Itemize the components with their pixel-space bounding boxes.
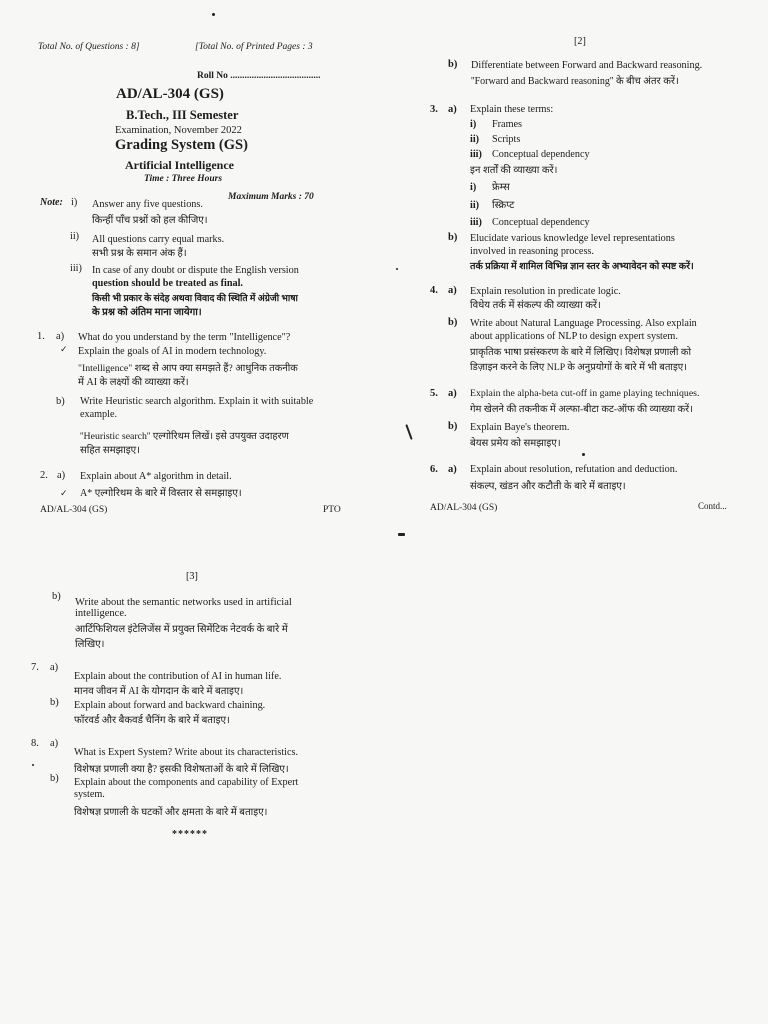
q3a-item-3-num: iii) <box>470 149 482 160</box>
note-ii-num: ii) <box>70 231 80 242</box>
page-2 <box>384 0 768 530</box>
subject: Artificial Intelligence <box>125 158 234 172</box>
max-marks: Maximum Marks : 70 <box>228 192 314 202</box>
q1-number: 1. <box>37 331 45 342</box>
q3a-hi-item-2: स्क्रिप्ट <box>492 200 515 211</box>
q8a-en: What is Expert System? Write about its characteristics. <box>74 747 299 758</box>
q7b-label: b) <box>50 697 59 708</box>
total-pages: [Total No. of Printed Pages : 3 <box>195 42 313 52</box>
q1a-en-2: Explain the goals of AI in modern technology. <box>78 346 267 357</box>
q3a-en: Explain these terms: <box>470 104 554 115</box>
q3b-label: b) <box>448 232 458 243</box>
note-label: Note: <box>40 197 63 208</box>
scan-speck <box>398 533 405 536</box>
q5b-hi: बेयस प्रमेय को समझाइए। <box>470 438 561 449</box>
q6b-label: b) <box>52 591 61 602</box>
q4b-hi-1: प्राकृतिक भाषा प्रसंस्करण के बारे में लिखिए। विशेषज्ञ प्रणाली को <box>470 347 691 358</box>
q3a-hi-item-1: फ्रेम्स <box>492 182 510 193</box>
q8a-label: a) <box>50 738 59 749</box>
q3b-en-1: Elucidate various knowledge level representations <box>470 233 675 244</box>
q4b-hi-2: डिज़ाइन करने के लिए NLP के अनुप्रयोगों के बारे में भी बताइए। <box>470 362 687 373</box>
q3a-item-3: Conceptual dependency <box>492 149 590 160</box>
note-i-num: i) <box>71 197 78 208</box>
q2b-label: b) <box>448 59 458 70</box>
footer-code: AD/AL-304 (GS) <box>430 503 498 513</box>
q3b-en-2: involved in reasoning process. <box>470 246 594 257</box>
q3a-label: a) <box>448 104 457 115</box>
q5-number: 5. <box>430 388 438 399</box>
q8b-en-2: system. <box>74 789 105 800</box>
note-iii-en-2: question should be treated as final. <box>92 278 243 289</box>
q4b-en-2: about applications of NLP to design expert system. <box>470 331 678 342</box>
q4a-en: Explain resolution in predicate logic. <box>470 286 621 297</box>
q7b-en: Explain about forward and backward chaining. <box>74 700 266 711</box>
check-mark-icon: ✓ <box>60 488 68 498</box>
q3a-item-2: Scripts <box>492 134 521 145</box>
q8-number: 8. <box>31 738 39 749</box>
q5a-hi: गेम खेलने की तकनीक में अल्फा-बीटा कट-ऑफ की व्याख्या करें। <box>470 404 693 415</box>
q2a-en: Explain about A* algorithm in detail. <box>80 471 232 482</box>
q3a-hi-item-1-num: i) <box>470 182 477 193</box>
q2b-hi: ''Forward and Backward reasoning'' के बीच अंतर करें। <box>471 76 679 87</box>
scan-speck <box>32 764 34 766</box>
q2-number: 2. <box>40 470 48 481</box>
page-number: [3] <box>186 571 198 582</box>
q1b-label: b) <box>56 396 65 407</box>
q3a-item-2-num: ii) <box>470 134 480 145</box>
q5b-label: b) <box>448 421 458 432</box>
grading-system: Grading System (GS) <box>115 137 248 153</box>
q1a-hi-2: में AI के लक्ष्यों की व्याख्या करें। <box>78 377 189 388</box>
page-1 <box>0 0 384 530</box>
q3a-item-1-num: i) <box>470 119 477 130</box>
q5a-label: a) <box>448 388 457 399</box>
scan-speck <box>396 268 398 270</box>
q8a-hi: विशेषज्ञ प्रणाली क्या है? इसकी विशेषताओं के बारे में लिखिए। <box>74 764 289 775</box>
q3a-hi-item-2-num: ii) <box>470 200 480 211</box>
q7-number: 7. <box>31 662 39 673</box>
note-iii-en-1: In case of any doubt or dispute the English version <box>92 265 299 276</box>
q2a-label: a) <box>57 470 66 481</box>
q1a-hi-1: "Intelligence" शब्द से आप क्या समझते हैं? आधुनिक तकनीक <box>78 363 298 374</box>
paper-code: AD/AL-304 (GS) <box>116 86 224 102</box>
note-i-en: Answer any five questions. <box>92 199 203 210</box>
q3-number: 3. <box>430 104 438 115</box>
note-iii-hi-1: किसी भी प्रकार के संदेह अथवा विवाद की स्थिति में अंग्रेजी भाषा <box>92 293 298 303</box>
total-questions: Total No. of Questions : 8] <box>38 42 140 52</box>
q6a-label: a) <box>448 464 457 475</box>
q4b-label: b) <box>448 317 458 328</box>
q4b-en-1: Write about Natural Language Processing. Also explain <box>470 318 697 329</box>
page-3 <box>0 560 384 860</box>
q8b-hi: विशेषज्ञ प्रणाली के घटकों और क्षमता के बारे में बताइए। <box>74 807 268 818</box>
time: Time : Three Hours <box>144 174 223 184</box>
q7b-hi: फॉरवर्ड और बैकवर्ड चैनिंग के बारे में बताइए। <box>74 715 230 726</box>
q7a-en: Explain about the contribution of AI in human life. <box>74 671 282 682</box>
q1b-hi-2: सहित समझाइए। <box>80 445 140 456</box>
note-iii-hi-2: के प्रश्न को अंतिम माना जायेगा। <box>92 307 202 318</box>
check-mark-icon: ✓ <box>60 344 68 354</box>
note-ii-en: All questions carry equal marks. <box>92 234 225 245</box>
q6a-en: Explain about resolution, refutation and deduction. <box>470 464 678 475</box>
footer-code: AD/AL-304 (GS) <box>40 505 108 515</box>
scan-speck <box>212 13 215 16</box>
q6-number: 6. <box>430 464 438 475</box>
q6b-en-1: Write about the semantic networks used in artificial <box>75 597 292 608</box>
q4a-label: a) <box>448 285 457 296</box>
scan-speck <box>582 453 585 456</box>
exam-session: Examination, November 2022 <box>115 125 242 136</box>
q1a-en-1: What do you understand by the term "Intelligence"? <box>78 332 291 343</box>
q6a-hi: संकल्प, खंडन और कटौती के बारे में बताइए। <box>470 481 626 492</box>
q4a-hi: विधेय तर्क में संकल्प की व्याख्या करें। <box>470 300 601 311</box>
q3a-hi: इन शर्तों की व्याख्या करें। <box>470 165 558 176</box>
page-number: [2] <box>574 36 586 47</box>
footer-pto: PTO <box>323 505 341 515</box>
q8b-label: b) <box>50 773 59 784</box>
q3a-hi-item-3: Conceptual dependency <box>492 217 590 228</box>
q7a-hi: मानव जीवन में AI के योगदान के बारे में बताइए। <box>74 686 244 697</box>
q1b-en-1: Write Heuristic search algorithm. Explain it with suitable <box>80 396 314 407</box>
q2a-hi: A* एल्गोरिथम के बारे में विस्तार से समझाइए। <box>80 488 242 499</box>
q1a-label: a) <box>56 331 65 342</box>
q1b-hi-1: ''Heuristic search'' एल्गोरिथम लिखें। इसे उपयुक्त उदाहरण <box>80 431 289 442</box>
end-marker: ****** <box>172 829 208 840</box>
footer-contd: Contd... <box>698 501 727 511</box>
course: B.Tech., III Semester <box>126 108 239 122</box>
q6b-hi-2: लिखिए। <box>75 639 105 650</box>
q8b-en-1: Explain about the components and capability of Expert <box>74 777 299 788</box>
q6b-en-2: intelligence. <box>75 608 127 619</box>
q3a-hi-item-3-num: iii) <box>470 217 482 228</box>
q1b-en-2: example. <box>80 409 118 420</box>
note-ii-hi: सभी प्रश्न के समान अंक हैं। <box>92 248 187 259</box>
q6b-hi-1: आर्टिफिशियल इंटेलिजेंस में प्रयुक्त सिमेंटिक नेटवर्क के बारे में <box>75 624 288 635</box>
q5b-en: Explain Baye's theorem. <box>470 422 570 433</box>
q3a-item-1: Frames <box>492 119 522 130</box>
q7a-label: a) <box>50 662 59 673</box>
note-iii-num: iii) <box>70 263 82 274</box>
roll-no: Roll No ...................................... <box>197 71 321 81</box>
q3b-hi: तर्क प्रक्रिया में शामिल विभिन्न ज्ञान स्तर के अभ्यावेदन को स्पष्ट करें। <box>470 261 694 272</box>
q2b-en: Differentiate between Forward and Backward reasoning. <box>471 60 703 71</box>
q5a-en: Explain the alpha-beta cut-off in game playing techniques. <box>470 388 700 399</box>
note-i-hi: किन्हीं पाँच प्रश्नों को हल कीजिए। <box>92 215 208 226</box>
q4-number: 4. <box>430 285 438 296</box>
